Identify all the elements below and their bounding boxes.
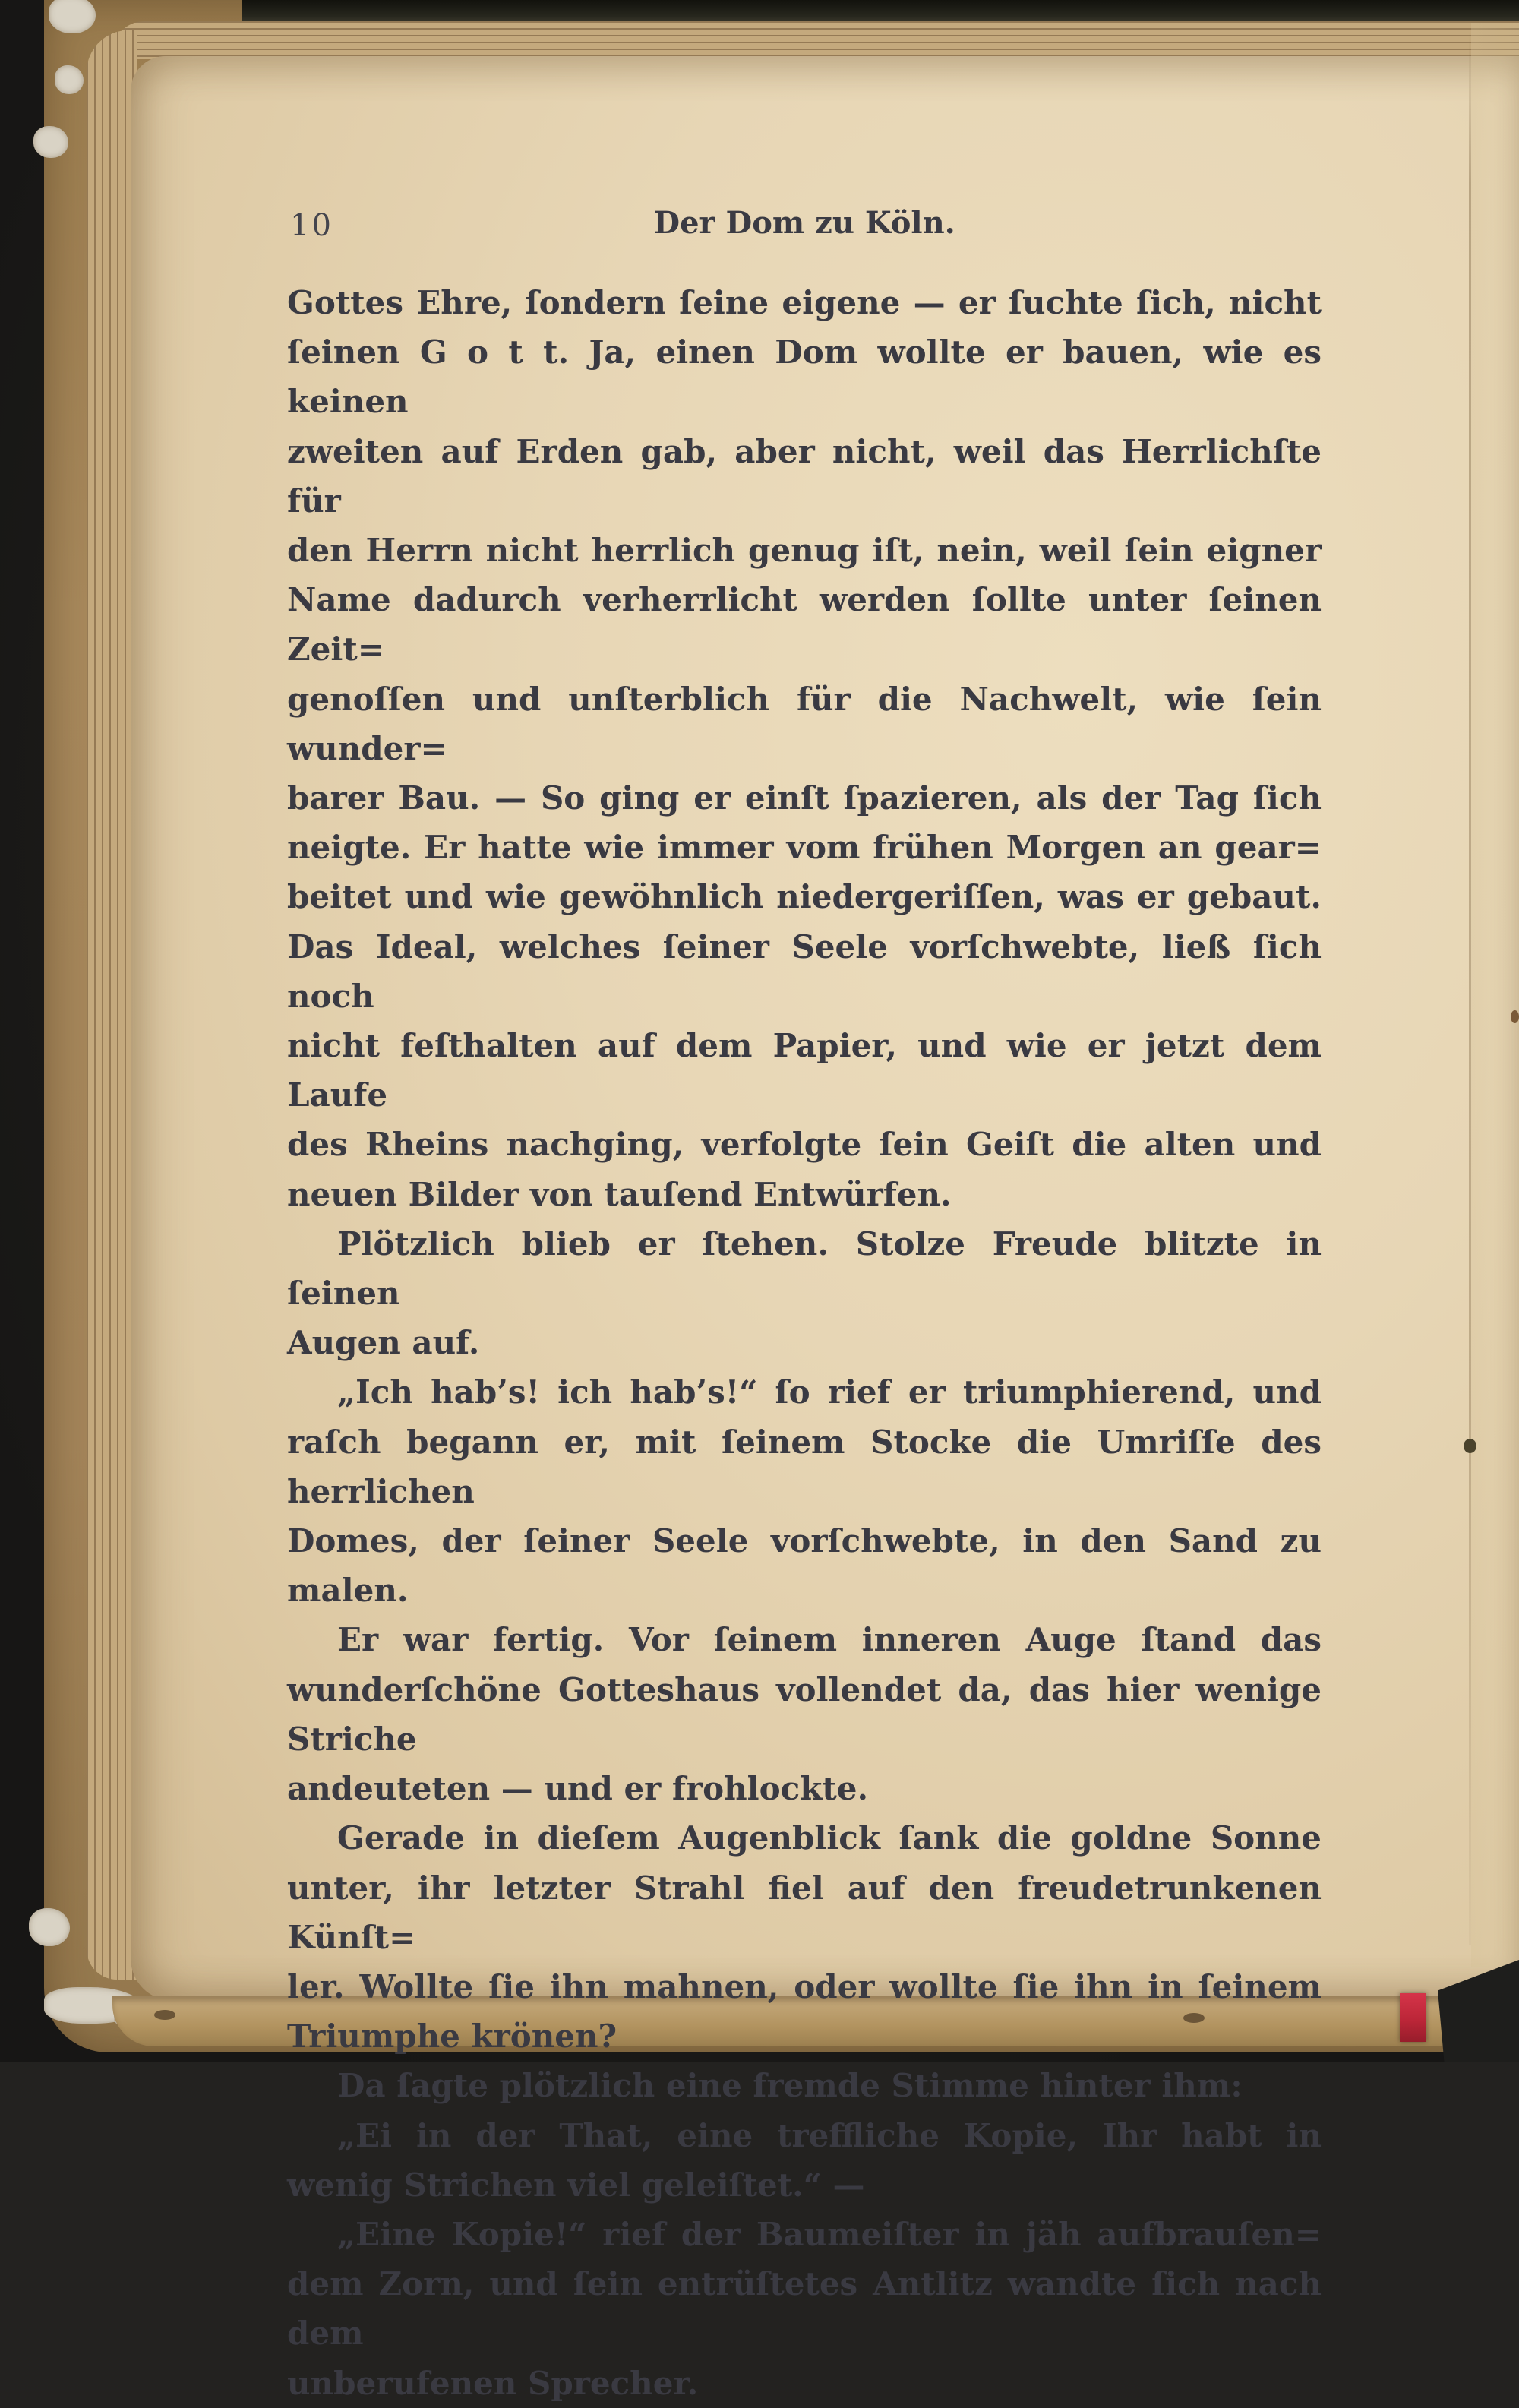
text-line: ler. Wollte ſie ihn mahnen, oder wollte ſie ihn in ſeinem bbox=[287, 1967, 1322, 2005]
text-line: raſch begann er, mit ſeinem Stocke die Umriſſe des herrlichen bbox=[287, 1423, 1322, 1510]
paragraph bbox=[287, 1615, 1322, 1813]
cover-tear bbox=[33, 126, 68, 158]
text-line: neuen Bilder von tauſend Entwürfen. bbox=[287, 1175, 952, 1213]
text-line: des Rheins nachging, verfolgte ſein Geiſt die alten und bbox=[287, 1126, 1322, 1164]
paragraph bbox=[287, 1219, 1322, 1368]
page-right-margin-sheen bbox=[1471, 23, 1519, 1967]
cover-tear bbox=[55, 65, 84, 94]
text-line: zweiten auf Erden gab, aber nicht, weil das Herrlichſte für bbox=[287, 432, 1322, 520]
page-number: 10 bbox=[290, 208, 333, 243]
paragraph bbox=[287, 278, 1322, 1219]
text-line: Das Ideal, welches ſeiner Seele vorſchwebte, ließ ſich noch bbox=[287, 927, 1322, 1015]
text-line: unter, ihr letzter Strahl fiel auf den freudetrunkenen Künſt= bbox=[287, 1869, 1322, 1956]
text-line: andeuteten — und er frohlockte. bbox=[287, 1770, 869, 1808]
text-line: wunderſchöne Gotteshaus vollendet da, das hier wenige Striche bbox=[287, 1670, 1322, 1758]
text-line: wenig Strichen viel geleiſtet.“ — bbox=[287, 2166, 865, 2204]
bookmark-ribbon bbox=[1400, 1993, 1426, 2042]
text-line: Augen auf. bbox=[287, 1324, 480, 1362]
page-edge-stack-top bbox=[112, 21, 1519, 59]
book-top-shadow bbox=[242, 0, 1519, 23]
page-header bbox=[287, 205, 1322, 248]
text-line: „Eine Kopie!“ rief der Baumeiſter in jäh aufbrauſen= bbox=[337, 2215, 1322, 2253]
text-line: genoſſen und unſterblich für die Nachwelt, wie ſein wunder= bbox=[287, 680, 1322, 767]
paragraph bbox=[287, 2210, 1322, 2408]
page-edge-stack-left bbox=[87, 30, 137, 1980]
text-line: Gottes Ehre, ſondern ſeine eigene — er ſuchte ſich, nicht bbox=[287, 284, 1322, 321]
age-speck bbox=[1464, 1439, 1476, 1453]
text-line: „Ich hab’s! ich hab’s!“ ſo rief er triumphierend, und bbox=[337, 1373, 1322, 1411]
running-title: Der Dom zu Köln. bbox=[653, 205, 955, 241]
age-speck bbox=[1511, 1010, 1519, 1023]
paragraph bbox=[287, 2111, 1322, 2210]
paragraph bbox=[287, 2061, 1322, 2110]
text-line: den Herrn nicht herrlich genug iſt, nein, weil ſein eigner bbox=[287, 532, 1322, 570]
text-line: Da ſagte plötzlich eine fremde Stimme hinter ihm: bbox=[337, 2067, 1243, 2105]
text-line: Gerade in dieſem Augenblick ſank die goldne Sonne bbox=[337, 1819, 1322, 1857]
text-line: unberufenen Sprecher. bbox=[287, 2364, 699, 2402]
age-speck bbox=[154, 2010, 175, 2020]
paragraph bbox=[287, 1813, 1322, 2061]
text-line: neigte. Er hatte wie immer vom frühen Morgen an gear= bbox=[287, 829, 1322, 867]
text-line: Er war fertig. Vor ſeinem inneren Auge ſtand das bbox=[337, 1621, 1322, 1659]
text-line: Name dadurch verherrlicht werden ſollte unter ſeinen Zeit= bbox=[287, 581, 1322, 668]
text-line: Triumphe krönen? bbox=[287, 2018, 617, 2056]
text-line: beitet und wie gewöhnlich niedergeriſſen, was er gebaut. bbox=[287, 878, 1322, 916]
text-line: „Ei in der That, eine treffliche Kopie, Ihr habt in bbox=[337, 2116, 1322, 2154]
text-line: barer Bau. — So ging er einſt ſpazieren, als der Tag ſich bbox=[287, 779, 1322, 817]
cover-tear bbox=[49, 0, 96, 33]
text-line: Domes, der ſeiner Seele vorſchwebte, in den Sand zu malen. bbox=[287, 1522, 1322, 1610]
cover-tear bbox=[29, 1908, 70, 1946]
paragraph bbox=[287, 1367, 1322, 1615]
text-block bbox=[287, 278, 1322, 2408]
text-line: dem Zorn, und ſein entrüſtetes Antlitz wandte ſich nach dem bbox=[287, 2265, 1322, 2353]
page-crease bbox=[1469, 30, 1471, 1945]
text-line: ſeinen G o t t. Ja, einen Dom wollte er bauen, wie es keinen bbox=[287, 333, 1322, 421]
text-line: Plötzlich blieb er ſtehen. Stolze Freude blitzte in ſeinen bbox=[287, 1225, 1322, 1313]
text-line: nicht feſthalten auf dem Papier, und wie er jetzt dem Laufe bbox=[287, 1027, 1322, 1114]
